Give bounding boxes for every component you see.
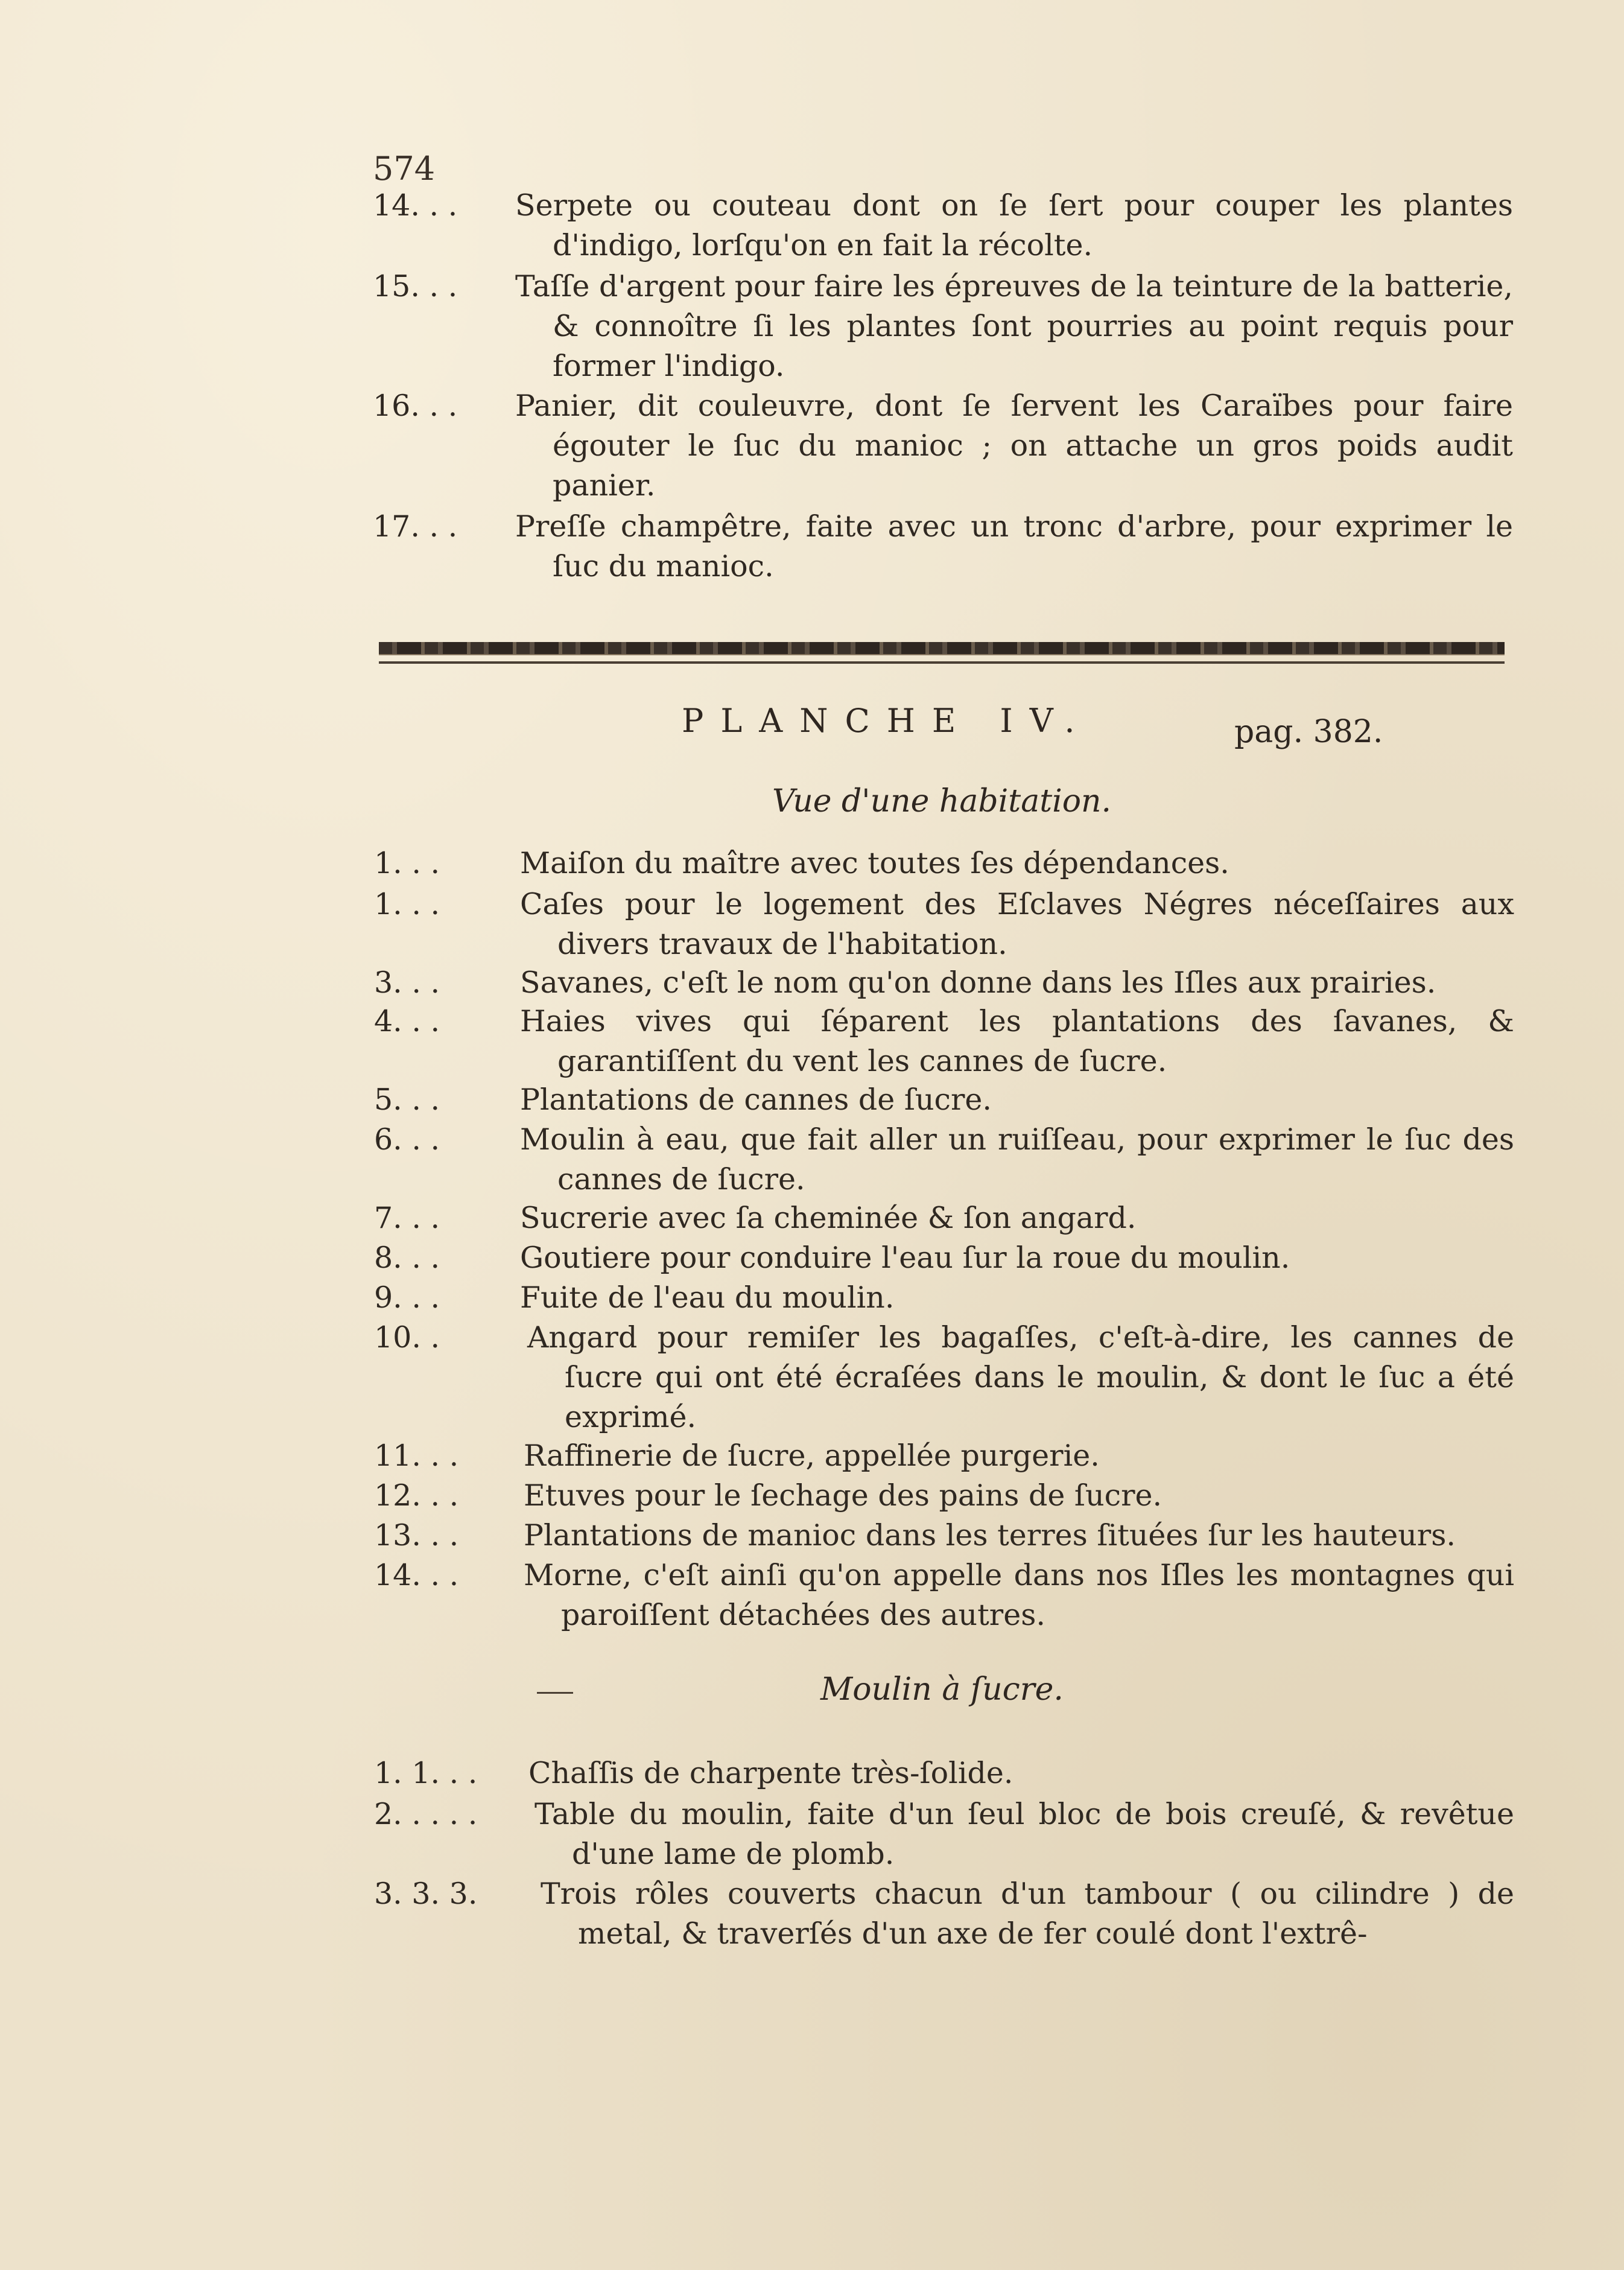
entry-text: Maiſon du maître avec toutes ſes dépendances.: [520, 846, 1229, 880]
entry-number: 2. . . . .: [374, 1797, 478, 1831]
section-divider-thin: [379, 661, 1505, 664]
list-item: [374, 1476, 1514, 1516]
entry-text: Etuves pour le ſechage des pains de ſucre.: [524, 1478, 1162, 1513]
entry-number: 15. . .: [373, 269, 458, 304]
entry-text: Panier, dit couleuvre, dont ſe ſervent les Caraïbes pour faire égouter le ſuc du manioc ; on attache un gros poids audit panier.: [515, 389, 1513, 503]
entry-number: 14. . .: [373, 188, 458, 223]
entry-number: 7. . .: [374, 1201, 440, 1235]
entry-number: 1. 1. . .: [374, 1756, 478, 1790]
entry-text: Raffinerie de ſucre, appellée purgerie.: [524, 1439, 1100, 1473]
entry-text: Chaſſis de charpente très-ſolide.: [528, 1756, 1013, 1790]
entry-text: Angard pour remiſer les bagaſſes, c'eſt-à-dire, les cannes de ſucre qui ont été écraſées dans le moulin, & dont le ſuc a été exprimé.: [527, 1320, 1514, 1434]
entry-text: Plantations de cannes de ſucre.: [520, 1083, 992, 1117]
entry-text: Taſſe d'argent pour faire les épreuves de la teinture de la batterie, & connoître ſi les plantes ſont pourries au point requis pour former l'indigo.: [515, 269, 1513, 383]
entry-number: 3. 3. 3.: [374, 1877, 478, 1911]
entry-text: Trois rôles couverts chacun d'un tambour ( ou cilindre ) de metal, & traverſés d'un axe de fer coulé dont l'extrê-: [541, 1877, 1514, 1951]
entry-text: Fuite de l'eau du moulin.: [520, 1280, 895, 1315]
list-item: [374, 1436, 1514, 1476]
entry-number: 1. . .: [374, 887, 440, 921]
list-item: [374, 1120, 1514, 1200]
section-subtitle: Moulin à ſucre.: [820, 1671, 1064, 1708]
entry-number: 9. . .: [374, 1280, 440, 1315]
entry-number: 6. . .: [374, 1122, 440, 1157]
entry-text: Sucrerie avec ſa cheminée & ſon angard.: [520, 1201, 1137, 1235]
entry-text: Table du moulin, faite d'un ſeul bloc de bois creuſé, & revêtue d'une lame de plomb.: [534, 1797, 1514, 1871]
entry-number: 3. . .: [374, 965, 440, 1000]
list-item: [374, 1874, 1514, 1954]
list-item: [374, 1278, 1514, 1318]
section-divider: [379, 642, 1505, 654]
list-item: [374, 1080, 1514, 1120]
list-item: [373, 507, 1513, 587]
entry-number: 11. . .: [374, 1439, 459, 1473]
section-subtitle: Vue d'une habitation.: [772, 783, 1112, 819]
page-reference: pag. 382.: [1234, 714, 1383, 750]
entry-text: Goutiere pour conduire l'eau ſur la roue du moulin.: [520, 1241, 1290, 1275]
entry-text: Serpete ou couteau dont on ſe ſert pour couper les plantes d'indigo, lorſqu'on en fait la récolte.: [515, 188, 1513, 262]
entry-number: 13. . .: [374, 1518, 459, 1553]
planche-title: PLANCHE IV.: [682, 702, 1092, 740]
entry-number: 4. . .: [374, 1004, 440, 1038]
entry-text: Moulin à eau, que fait aller un ruiſſeau, pour exprimer le ſuc des cannes de ſucre.: [520, 1122, 1514, 1197]
list-item: [374, 1753, 1514, 1793]
list-item: [374, 1556, 1514, 1635]
entry-number: 16. . .: [373, 389, 458, 423]
entry-number: 5. . .: [374, 1083, 440, 1117]
entry-number: 12. . .: [374, 1478, 459, 1513]
list-item: [374, 1795, 1514, 1874]
entry-number: 8. . .: [374, 1241, 440, 1275]
separator-dash: [537, 1692, 573, 1694]
entry-number: 10. .: [374, 1320, 440, 1355]
list-item: [374, 844, 1514, 883]
list-item: [374, 885, 1514, 964]
list-item: [373, 186, 1513, 265]
list-item: [374, 1516, 1514, 1556]
page-number: 574: [373, 150, 436, 188]
list-item: [374, 1238, 1514, 1278]
entry-text: Caſes pour le logement des Eſclaves Négres néceſſaires aux divers travaux de l'habitation.: [520, 887, 1514, 961]
list-item: [373, 267, 1513, 386]
entry-text: Haies vives qui ſéparent les plantations des ſavanes, & garantiſſent du vent les cannes de ſucre.: [520, 1004, 1514, 1078]
entry-number: 14. . .: [374, 1558, 459, 1592]
list-item: [373, 386, 1513, 506]
entry-text: Plantations de manioc dans les terres ſituées ſur les hauteurs.: [524, 1518, 1456, 1553]
entry-text: Morne, c'eſt ainſi qu'on appelle dans nos Iſles les montagnes qui paroiſſent détachées des autres.: [524, 1558, 1514, 1632]
entry-text: Preſſe champêtre, faite avec un tronc d'arbre, pour exprimer le ſuc du manioc.: [515, 509, 1513, 583]
list-item: [374, 963, 1514, 1003]
list-item: [374, 1198, 1514, 1238]
entry-number: 1. . .: [374, 846, 440, 880]
entry-number: 17. . .: [373, 509, 458, 544]
list-item: [374, 1002, 1514, 1081]
list-item: [374, 1318, 1514, 1437]
entry-text: Savanes, c'eſt le nom qu'on donne dans les Iſles aux prairies.: [520, 965, 1436, 1000]
